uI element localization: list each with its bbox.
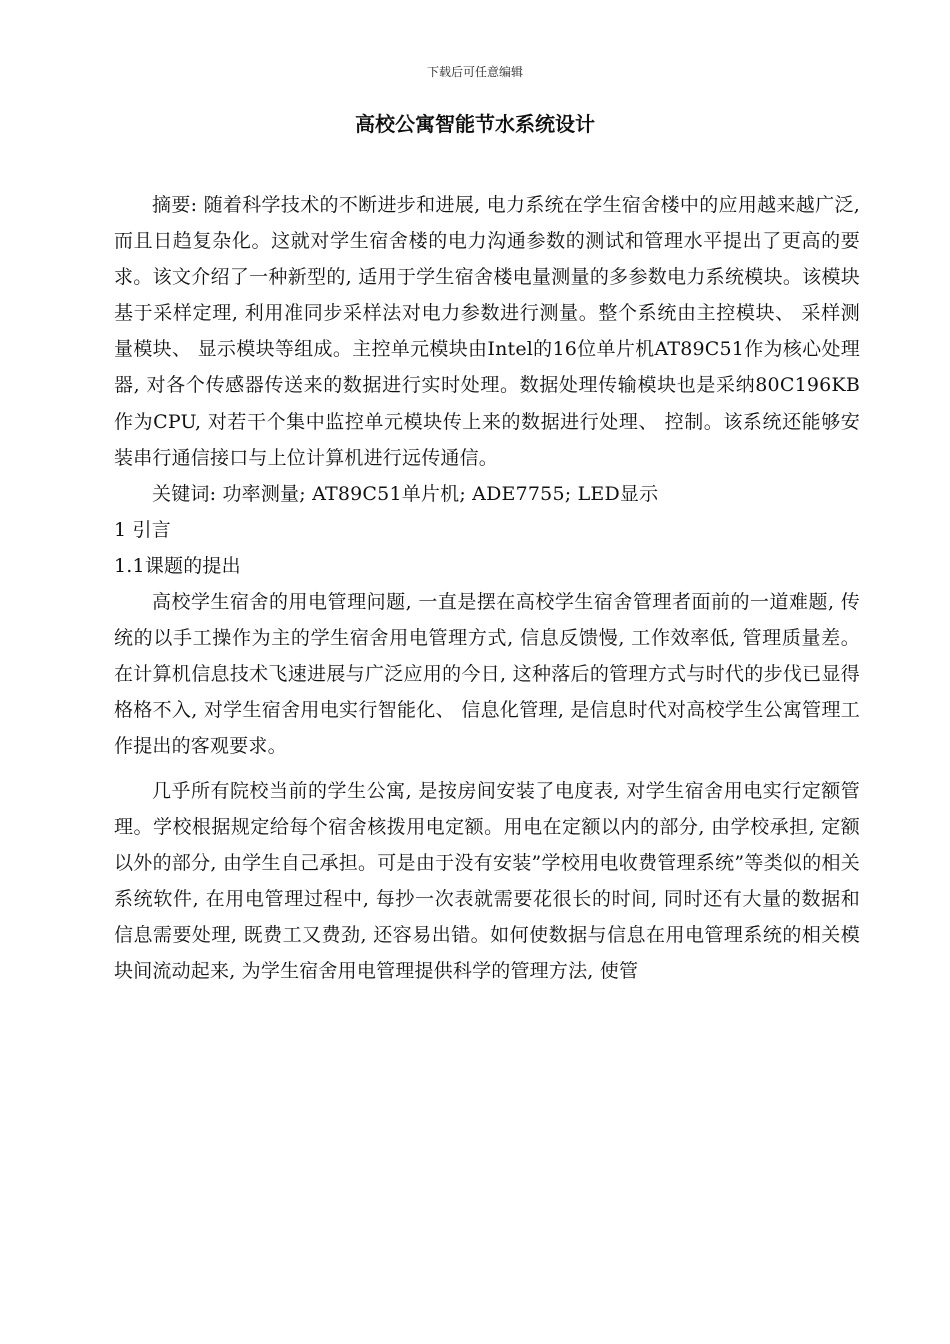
subsection-heading-topic: 1.1课题的提出 xyxy=(114,554,241,577)
document-body xyxy=(114,187,860,989)
document-title: 高校公寓智能节水系统设计 xyxy=(355,112,595,136)
download-note: 下载后可任意编辑 xyxy=(426,65,523,79)
body-paragraph-1: 高校学生宿舍的用电管理问题, 一直是摆在高校学生宿舍管理者面前的一道难题, 传统的以手工操作为主的学生宿舍用电管理方式, 信息反馈慢, 工作效率低, 管理质量差。在计算机信息技术飞速进展与广泛应用的今日, 这种落后的管理方式与时代的步伐已显得格格不入, 对学生宿舍用电实行智能化、 信息化管理, 是信息时代对高校学生公寓管理工作提出的客观要求。 xyxy=(114,591,860,758)
paragraph-gap xyxy=(114,765,860,773)
section-heading-introduction: 1 引言 xyxy=(114,518,171,541)
abstract-paragraph: 摘要: 随着科学技术的不断进步和进展, 电力系统在学生宿舍楼中的应用越来越广泛, 而且日趋复杂化。这就对学生宿舍楼的电力沟通参数的测试和管理水平提出了更高的要求。该文介绍了一种新型的, 适用于学生宿舍楼电量测量的多参数电力系统模块。该模块基于采样定理, 利用准同步采样法对电力参数进行测量。整个系统由主控模块、 采样测量模块、 显示模块等组成。主控单元模块由Intel的16位单片机AT89C51作为核心处理器, 对各个传感器传送来的数据进行实时处理。数据处理传输模块也是采纳80C196KB作为CPU, 对若干个集中监控单元模块传上来的数据进行处理、 控制。该系统还能够安装串行通信接口与上位计算机进行远传通信。 xyxy=(114,194,860,469)
keywords-line: 关键词: 功率测量; AT89C51单片机; ADE7755; LED显示 xyxy=(152,482,659,505)
body-paragraph-2: 几乎所有院校当前的学生公寓, 是按房间安装了电度表, 对学生宿舍用电实行定额管理。学校根据规定给每个宿舍核拨用电定额。用电在定额以内的部分, 由学校承担, 定额以外的部分, 由学生自己承担。可是由于没有安装”学校用电收费管理系统”等类似的相关系统软件, 在用电管理过程中, 每抄一次表就需要花很长的时间, 同时还有大量的数据和信息需要处理, 既费工又费劲, 还容易出错。如何使数据与信息在用电管理系统的相关模块间流动起来, 为学生宿舍用电管理提供科学的管理方法, 使管 xyxy=(114,779,860,982)
